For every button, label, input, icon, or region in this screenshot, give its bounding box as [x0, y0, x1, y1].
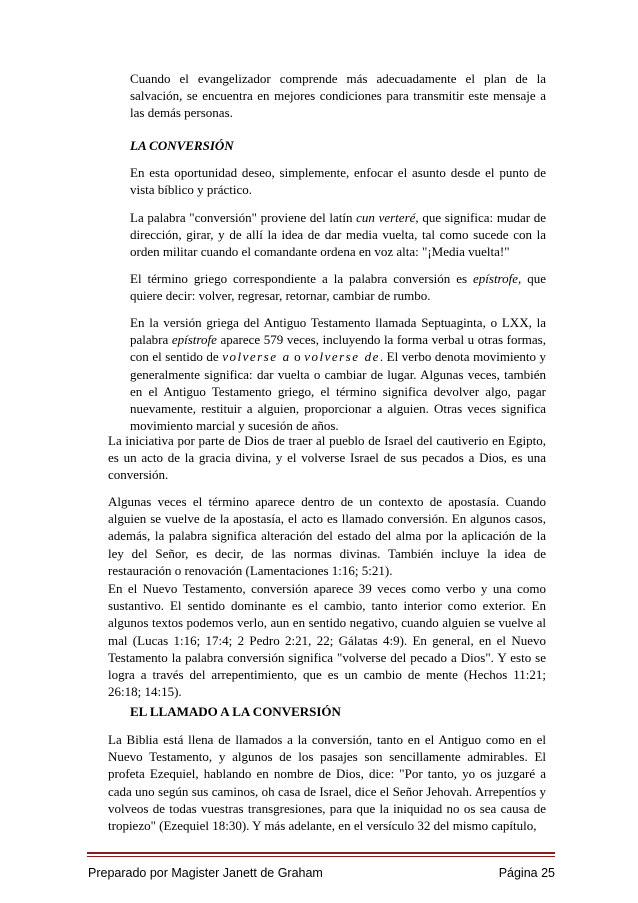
text-segment: En la versión griega del Antiguo Testamento llamada Septuaginta, o LXX, la palabra [130, 315, 546, 348]
paragraph-intro: Cuando el evangelizador comprende más adecuadamente el plan de la salvación, se encuentra en mejores condiciones para transmitir este mensaje a las demás personas. [130, 71, 546, 121]
text-segment: La palabra "conversión" proviene del latín [130, 210, 357, 225]
paragraph-llamados: La Biblia está llena de llamados a la conversión, tanto en el Antiguo como en el Nuevo Testamento, y algunos de los pasajes son sencillamente admirables. El profeta Ezequiel, hablando en nombre de Dios, dice: "Por tanto, yo os juzgaré a cada uno según sus caminos, oh casa de Israel, dice el Señor Jehovah. Arrepentíos y volveos de todas vuestras transgresiones, para que la iniquidad no os sea causa de tropiezo" (Ezequiel 18:30). Y más adelante, en el versículo 32 del mismo capítulo, [108, 732, 546, 834]
paragraph-greek-term [130, 270, 546, 304]
paragraph-iniciativa: La iniciativa por parte de Dios de traer al pueblo de Israel del cautiverio en Egipto, es un acto de la gracia divina, y el volverse Israel de sus pecados a Dios, es una conversión. [108, 433, 546, 483]
footer-author: Preparado por Magister Janett de Graham [88, 866, 323, 880]
paragraph-enfoque: En esta oportunidad deseo, simplemente, enfocar el asunto desde el punto de vista bíblico y práctico. [130, 165, 546, 198]
latin-term: cun verteré, [356, 210, 419, 225]
text-segment: . El verbo denota movimiento y generalmente significa: dar vuelta o cambiar de lugar. Algunas veces, también en el Antiguo Testamento griego, el término significa devolver algo, pagar nuevamente, restituir a alguien, proporcionar a alguien. Otras veces significa movimiento marcial y sucesión de años. [130, 349, 547, 434]
text-segment: El término griego correspondiente a la palabra conversión es [130, 271, 473, 286]
text-segment: o [290, 349, 305, 365]
paragraph-apostasia: Algunas veces el término aparece dentro de un contexto de apostasía. Cuando alguien se vuelve de la apostasía, el acto es llamado conversión. En algunos casos, además, la palabra significa alteración del estado del alma por la aplicación de la ley del Señor, es decir, de las normas divinas. También incluye la idea de restauración o renovación (Lamentaciones 1:16; 5:21). [108, 494, 546, 578]
paragraph-septuaginta [130, 314, 546, 434]
greek-term: epístrofe, [473, 271, 522, 286]
footer-rule-thin [87, 856, 555, 857]
emphasis-term: volverse de [304, 349, 380, 365]
greek-term: epístrofe [171, 332, 217, 348]
footer-page-number: Página 25 [498, 866, 555, 880]
text-segment: que quiere decir: volver, regresar, retornar, cambiar de rumbo. [130, 271, 546, 304]
text-segment: que significa: mudar de dirección, girar, y de allí la idea de dar media vuelta, tal como sucede con la orden militar cuando el comandante ordena en voz alta: "¡Media vuelta!" [130, 210, 546, 260]
footer-rule [87, 852, 555, 854]
emphasis-term: volverse a [222, 349, 291, 365]
paragraph-latin-origin [130, 209, 546, 261]
heading-llamado: EL LLAMADO A LA CONVERSIÓN [130, 704, 341, 719]
text-segment: aparece 579 veces, incluyendo la forma verbal u otras formas, con el sentido de [130, 332, 546, 365]
heading-la-conversion: LA CONVERSIÓN [130, 138, 234, 153]
paragraph-nuevo-testamento: En el Nuevo Testamento, conversión aparece 39 veces como verbo y una como sustantivo. El sentido dominante es el cambio, tanto interior como exterior. En algunos textos podemos verlo, aun en sentido negativo, cuando alguien se vuelve al mal (Lucas 1:16; 17:4; 2 Pedro 2:21, 22; Gálatas 4:9). En general, en el Nuevo Testamento la palabra conversión significa "volverse del pecado a Dios". Y esto se logra a través del arrepentimiento, que es un cambio de mente (Hechos 11:21; 26:18; 14:15). [108, 581, 546, 700]
